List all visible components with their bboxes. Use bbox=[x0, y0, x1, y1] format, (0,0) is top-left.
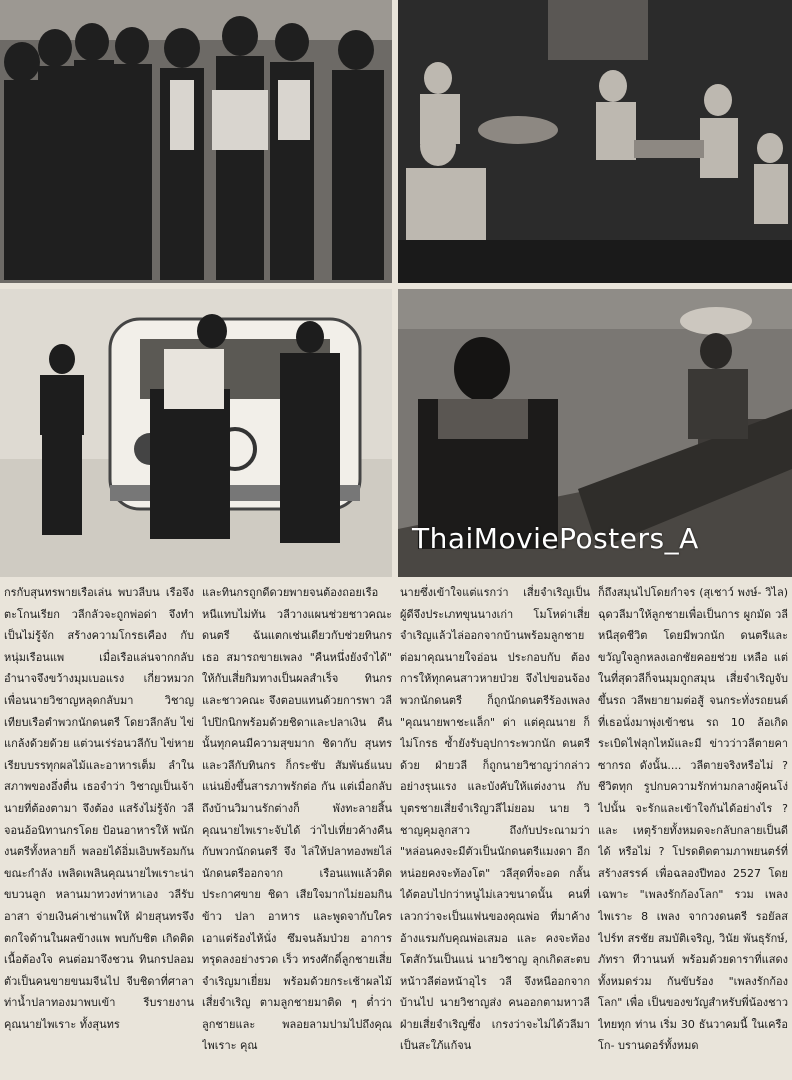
band-group-photo bbox=[0, 0, 392, 283]
article-paragraph: และทินกรถูกดีดวยพายจนต้องถอยเรือ หนีแทบไม่ทัน วลีวางแผนช่วยชาวคณะดนตรี ฉันแตกเช่นเดียวกับช่วยทินกร เธอ สมารถขายเพลง "คืนหนึ่งยังจำได้" ให้กับเสี่ยกิมทางเป็นผลสำเร็จ ทินกร และชาวคณะ จึงตอบแทนด้วยการพา วลีไปปิกนิกพร้อมด้วยชิดาและปลาเงิน คืนนั้นทุกคนมีความสุขมาก ชิดากับ สุนทร และวลีกับทินกร ก็กระชับ สัมพันธ์แนบแน่นยิ่งขึ้นสารภาพรักต่อ กัน แต่เมื่อกลับถึงบ้านวิมานรักต่างก็ พังทะลายสิ้น คุณนายไพเราะจับได้ ว่าไปเที่ยวค้างคืนกับพวกนักดนตรี จึง ไล่ให้ปลาทองพยไล่นักดนตรีออกจาก เรือนแพแล้วติดประกาศขาย ชิดา เสียใจมากไม่ยอมกิน ข้าว ปลา อาหาร และพูดจากับใคร เอาแต่ร้องไห้นั่ง ซึมจนล้มป่วย อาการทรุดลงอย่างรวด เร็ว ทรงศักดิ์ลูกชายเสี่ยจำเริญมาเยี่ยม พร้อมด้วยกระเช้าผลไม้ เสี่ยจำเริญ ตามลูกชายมาติด ๆ ต่ำว่าลูกชายและ พลอยลามปามไปถึงคุณไพเราะ คุณ bbox=[202, 586, 392, 1053]
article-column-3 bbox=[400, 582, 590, 1076]
article-paragraph: กรกับสุนทรพายเรือเล่น พบวลีบน เรือจึงตะโกนเรียก วลีกลัวจะถูกพ่อด่า จึงทำเป็นไม่รู้จัก สร้างความโกรธเคือง กับหนุ่มเรือนแพ เมื่อเรือแล่นจากกลับ อำนาจจึงขว้างมุมเบอแรง เกี่ยวหมวก เพื่อนนายวิชาญหลุดกลับมา วิชาญ เทียบเรือตำพวกนักดนตรี โดยวลีกลับ ไข่แกล้งด้วยด้วย แต่วนเร่ร่อนวลีกับ ไข่หายเรียบบรรทุกผลไม้และอาหารเต็ม ลำในสภาพของอึ่งตื่น เธอจำว่า วิชาญเป็นเจ้านายที่ต้องตามา จึงต้อง แสร้งไม่รู้จัก วลีจอนอ้อนิทานกรโดย ป้อนอาหารให้ พนักงนตรีทั้งหลายก็ พลอยได้อิ่มเอิบพร้อมกัน ขณะกำลัง เพลิดเพลินคุณนายไพเราะน่าขบวนลูก หลานมาทวงท่าหาเอง วลีรับอาสา จ่ายเงินค่าเช่าแพให้ ฝ่ายสุนทรจึง ตกใจด้านในผลข้างแพ พบกับชิต เกิดติดเนื้อต้องใจ คนต่อมาจึงชวน ทินกรปลอมตัวเป็นคนขายขนมจีนไป จีบชิดาที่ศาลาท่าน้ำปลาทองมาพบเข้า รีบรายงานคุณนายไพเราะ ทั้งสุนทร bbox=[4, 586, 194, 1031]
article-column-2 bbox=[202, 582, 392, 1076]
watermark-text: ThaiMoviePosters_A bbox=[412, 522, 699, 555]
band-group-photo-icon bbox=[0, 0, 392, 283]
van-fight-scene-photo bbox=[0, 289, 392, 577]
article-columns bbox=[4, 582, 788, 1076]
van-fight-scene-photo-icon bbox=[0, 289, 392, 577]
band-stage-performance-photo-icon bbox=[398, 0, 792, 283]
article-paragraph: ก็ถึงสมุนไปโดยกำจร (สุเชาว์ พงษ์- วิไล) ฉุดวลีมาให้ลูกชายเพื่อเป็นการ ผูกมัด วลีหนีสุดชีวิต โดยมีพวกนัก ดนตรีและขวัญใจลูกหลงเอกชัยคอยช่วย เหลือ แต่ในที่สุดวลีก็จนมุมถูกสมุน เสี่ยจำเริญจับขึ้นรถ วลีพยายามต่อสู้ จนกระทั่งรถยนต์ที่เธอนั่งมาพุ่งเข้าชน รถ 10 ล้อเกิดระเบิดไฟลุกไหม้และมี ข่าวว่าวลีตายคาซากรถ ดังนั้น.... วลีตายจริงหรือไม่ ? ชีวิตทุก รูปกบความรักท่ามกลางผู้คนโง่ไปนั้น จะรักและเข้าใจกันได้อย่างไร ? และ เหตุร้ายทั้งหมดจะกลับกลายเป็นดีได้ หรือไม่ ? โปรดติดตามภาพยนตร์ที่ สร้างสรรค์ เพื่อฉลองปีทอง 2527 โดยเฉพาะ "เพลงรักก้องโลก" รวม เพลงไพเราะ 8 เพลง จากวงดนตรี รอยัลสไปร์ท สรชัย สมบัติเจริญ, วินัย พันธุรักษ์, ภัทรา ทีวานนท์ พร้อมด้วยดาราที่แสดง ทั้งหมดร่วม กันขับร้อง "เพลงรักก้องโลก" เพื่อ เป็นของขวัญสำหรับพี่น้องชาวไทยทุก ท่าน เริ่ม 30 ธันวาคมนี้ ในเครือโก- บรานดอร์ทั้งหมด bbox=[598, 586, 788, 1053]
article-column-1 bbox=[4, 582, 194, 1076]
band-stage-performance-photo bbox=[398, 0, 792, 283]
article-column-4 bbox=[598, 582, 788, 1076]
article-paragraph: นายซึ่งเข้าใจแต่แรกว่า เสี่ยจำเริญเป็น ผู้ดีจึงประเภทขุนนางเก่า โมโหด่าเสี่ย จำเริญแล้วไล่ออกจากบ้านพร้อมลูกชาย ต่อมาคุณนายใจอ่อน ประกอบกับ ต้อง การให้ทุกคนสาวหายป่วย จึงไปขอนจ้อง พวกนักดนตรี ก็ถูกนักดนตรีร้องเพลง "คุณนายพาชะแล็ก" ด่า แต่คุณนาย ก็ไม่โกรธ ซ้ำยังรับอุปการะพวกนัก ดนตรีด้วย ฝ่ายวลี ก็ถูกนายวิชาญว่ากล่าว อย่างรุนแรง และบังคับให้แต่งงาน กับบุตรชายเสี่ยจำเริญวลีไม่ยอม นาย วิชาญคุมลูกสาว ถึงกับประณามว่า "หล่อนคงจะมีตัวเป็นนักดนตรีแมงดา อีกหน่อยคงจะท้องโต" วลีสุดที่จะอด กลั้นได้ตอบไปกว่าหนูไม่เลวขนาดนั้น คนที่เลวกว่าจะเป็นแฟนของคุณพ่อ ที่มาค้างอ้างแรมกับคุณพ่อเสมอ และ คงจะท้องโตสักวันเป็นแน่ นายวิชาญ ลุกเกิดสะตบหน้าวลีต่อหน้าอุไร วลี จึงหนีออกจากบ้านไป นายวิชาญส่ง คนออกตามหาวลี ฝ่ายเสี่ยจำเริญซึ่ง เกรงว่าจะไม่ได้วลีมาเป็นสะใภ้แก้จน bbox=[400, 586, 590, 1053]
